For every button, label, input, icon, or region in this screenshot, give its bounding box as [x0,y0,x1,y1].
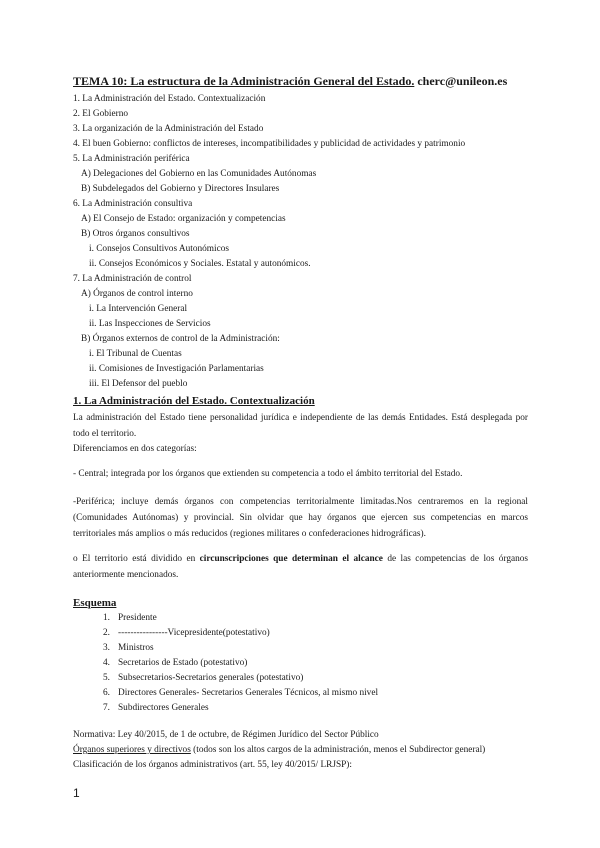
toc-item: A) Delegaciones del Gobierno en las Comunidades Autónomas [81,169,317,179]
paragraph-text: de las competencias de los órganos anteriormente mencionados. [73,554,529,580]
paragraph: - Central; integrada por los órganos que extienden su competencia a todo el ámbito territorial del Estado. [73,469,463,479]
paragraph: -Periférica; incluye demás órganos con competencias territorialmente limitadas.Nos centraremos en la regional (Comunidades Autónomas) y provincial. Sin olvidar que hay órganos que ejercen sus competencias en marcos territoriales más amplios o más reducidos (regiones militares o confederaciones hidrográficas). [73,497,528,539]
toc-item: B) Órganos externos de control de la Administración: [81,334,280,344]
list-number: 5. [103,673,110,683]
normativa-text: Normativa: Ley 40/2015, de 1 de octubre, de Régimen Jurídico del Sector Público [73,730,379,740]
list-item: Secretarios de Estado (potestativo) [118,658,248,668]
toc-item: B) Subdelegados del Gobierno y Directores Insulares [81,184,280,194]
document-title [73,74,507,89]
toc-item: ii. Comisiones de Investigación Parlamentarias [89,364,264,374]
toc-item: 3. La organización de la Administración del Estado [73,124,264,134]
list-number: 4. [103,658,110,668]
list-number: 6. [103,688,110,698]
list-number: 3. [103,643,110,653]
toc-item: 4. El buen Gobierno: conflictos de intereses, incompatibilidades y publicidad de actividades y patrimonio [73,139,466,149]
organos-rest: (todos son los altos cargos de la administración, menos el Subdirector general) [190,745,486,755]
toc-item: 2. El Gobierno [73,109,128,119]
toc-item: i. El Tribunal de Cuentas [89,349,182,359]
page-number: 1 [73,786,80,800]
toc-item: 6. La Administración consultiva [73,199,193,209]
list-number: 7. [103,703,110,713]
paragraph-text: o El territorio está dividido en [73,554,200,564]
list-number: 1. [103,613,110,623]
toc-item: ii. Consejos Económicos y Sociales. Estatal y autonómicos. [89,259,311,269]
section-heading: 1. La Administración del Estado. Contextualización [73,395,315,407]
organos-underlined: Órganos superiores y directivos [73,745,191,755]
schema-heading: Esquema [73,597,117,609]
list-item: Presidente [118,613,157,623]
title-email: cherc@unileon.es [414,74,508,88]
toc-item: 5. La Administración periférica [73,154,190,164]
list-number: 2. [103,628,110,638]
list-item: Subdirectores Generales [118,703,209,713]
clasificacion-text: Clasificación de los órganos administrativos (art. 55, ley 40/2015/ LRJSP): [73,760,352,770]
toc-item: i. La Intervención General [89,304,188,314]
toc-item: B) Otros órganos consultivos [81,229,190,239]
list-item: Directores Generales- Secretarios Generales Técnicos, al mismo nivel [118,688,379,698]
toc-item: 1. La Administración del Estado. Contextualización [73,94,266,104]
paragraph [73,551,528,583]
list-item: Subsecretarios-Secretarios generales (potestativo) [118,673,304,683]
toc-item: A) Órganos de control interno [81,289,193,299]
list-item: ----------------Vicepresidente(potestativo) [118,628,270,638]
paragraph: Diferenciamos en dos categorías: [73,444,197,454]
list-item: Ministros [118,643,154,653]
paragraph: La administración del Estado tiene personalidad jurídica e independiente de las demás Entidades. Está desplegada por todo el territorio. [73,413,528,439]
paragraph-bold-text: circunscripciones que determinan el alcance [199,554,383,564]
organos-text [73,744,485,756]
title-main: TEMA 10: La estructura de la Administración General del Estado. [73,74,415,88]
toc-item: iii. El Defensor del pueblo [89,379,188,389]
toc-item: 7. La Administración de control [73,274,192,284]
toc-item: A) El Consejo de Estado: organización y competencias [81,214,286,224]
toc-item: ii. Las Inspecciones de Servicios [89,319,211,329]
toc-item: i. Consejos Consultivos Autonómicos [89,244,229,254]
